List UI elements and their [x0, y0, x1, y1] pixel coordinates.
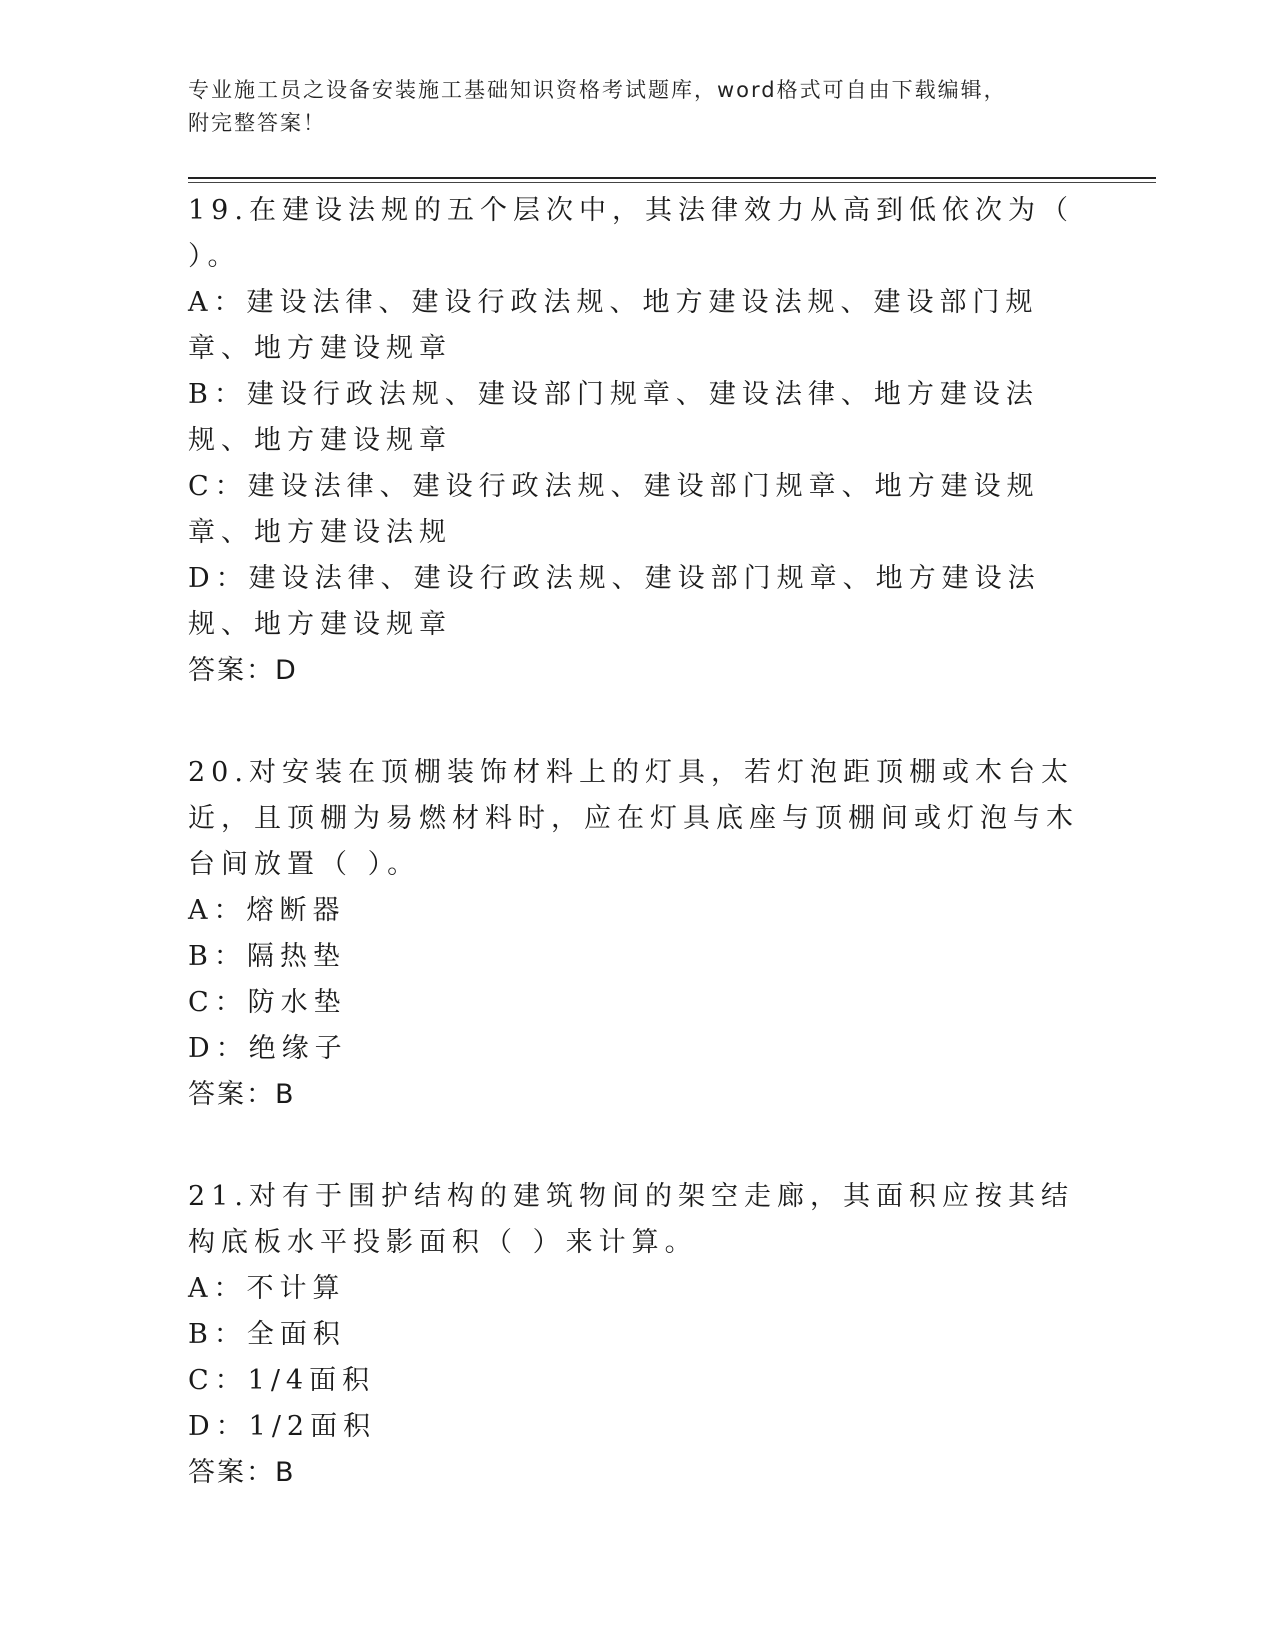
option-a: A：熔断器: [188, 895, 346, 926]
header-divider-thin: [188, 182, 1156, 183]
question-stem: 21.对有于围护结构的建筑物间的架空走廊，其面积应按其结构底板水平投影面积（ ）来计算。: [188, 1181, 1074, 1258]
answer-label: 答案：D: [188, 655, 298, 686]
question-19: [188, 188, 1088, 694]
option-c: C：1/4面积: [188, 1365, 376, 1396]
option-b: B：隔热垫: [188, 941, 346, 972]
document-header: [188, 74, 1088, 140]
option-c: C：建设法律、建设行政法规、建设部门规章、地方建设规章、地方建设法规: [188, 471, 1040, 548]
header-line-1: 专业施工员之设备安装施工基础知识资格考试题库，word格式可自由下载编辑，: [188, 78, 1007, 102]
header-line-2: 附完整答案！: [188, 111, 326, 135]
answer-label: 答案：B: [188, 1079, 296, 1110]
option-d: D：建设法律、建设行政法规、建设部门规章、地方建设法规、地方建设规章: [188, 563, 1041, 640]
option-c: C：防水垫: [188, 987, 347, 1018]
header-divider-thick: [188, 177, 1156, 179]
option-d: D：绝缘子: [188, 1033, 348, 1064]
question-stem: 20.对安装在顶棚装饰材料上的灯具，若灯泡距顶棚或木台太近，且顶棚为易燃材料时，应在灯具底座与顶棚间或灯泡与木台间放置（ ）。: [188, 757, 1079, 880]
option-a: A：建设法律、建设行政法规、地方建设法规、建设部门规章、地方建设规章: [188, 287, 1039, 364]
question-stem: 19.在建设法规的五个层次中，其法律效力从高到低依次为（ ）。: [188, 195, 1074, 272]
question-20: [188, 750, 1088, 1118]
answer-label: 答案：B: [188, 1457, 296, 1488]
option-d: D：1/2面积: [188, 1411, 377, 1442]
option-b: B：全面积: [188, 1319, 346, 1350]
option-a: A：不计算: [188, 1273, 346, 1304]
question-list: [188, 188, 1088, 1552]
question-21: [188, 1174, 1088, 1496]
option-b: B：建设行政法规、建设部门规章、建设法律、地方建设法规、地方建设规章: [188, 379, 1039, 456]
